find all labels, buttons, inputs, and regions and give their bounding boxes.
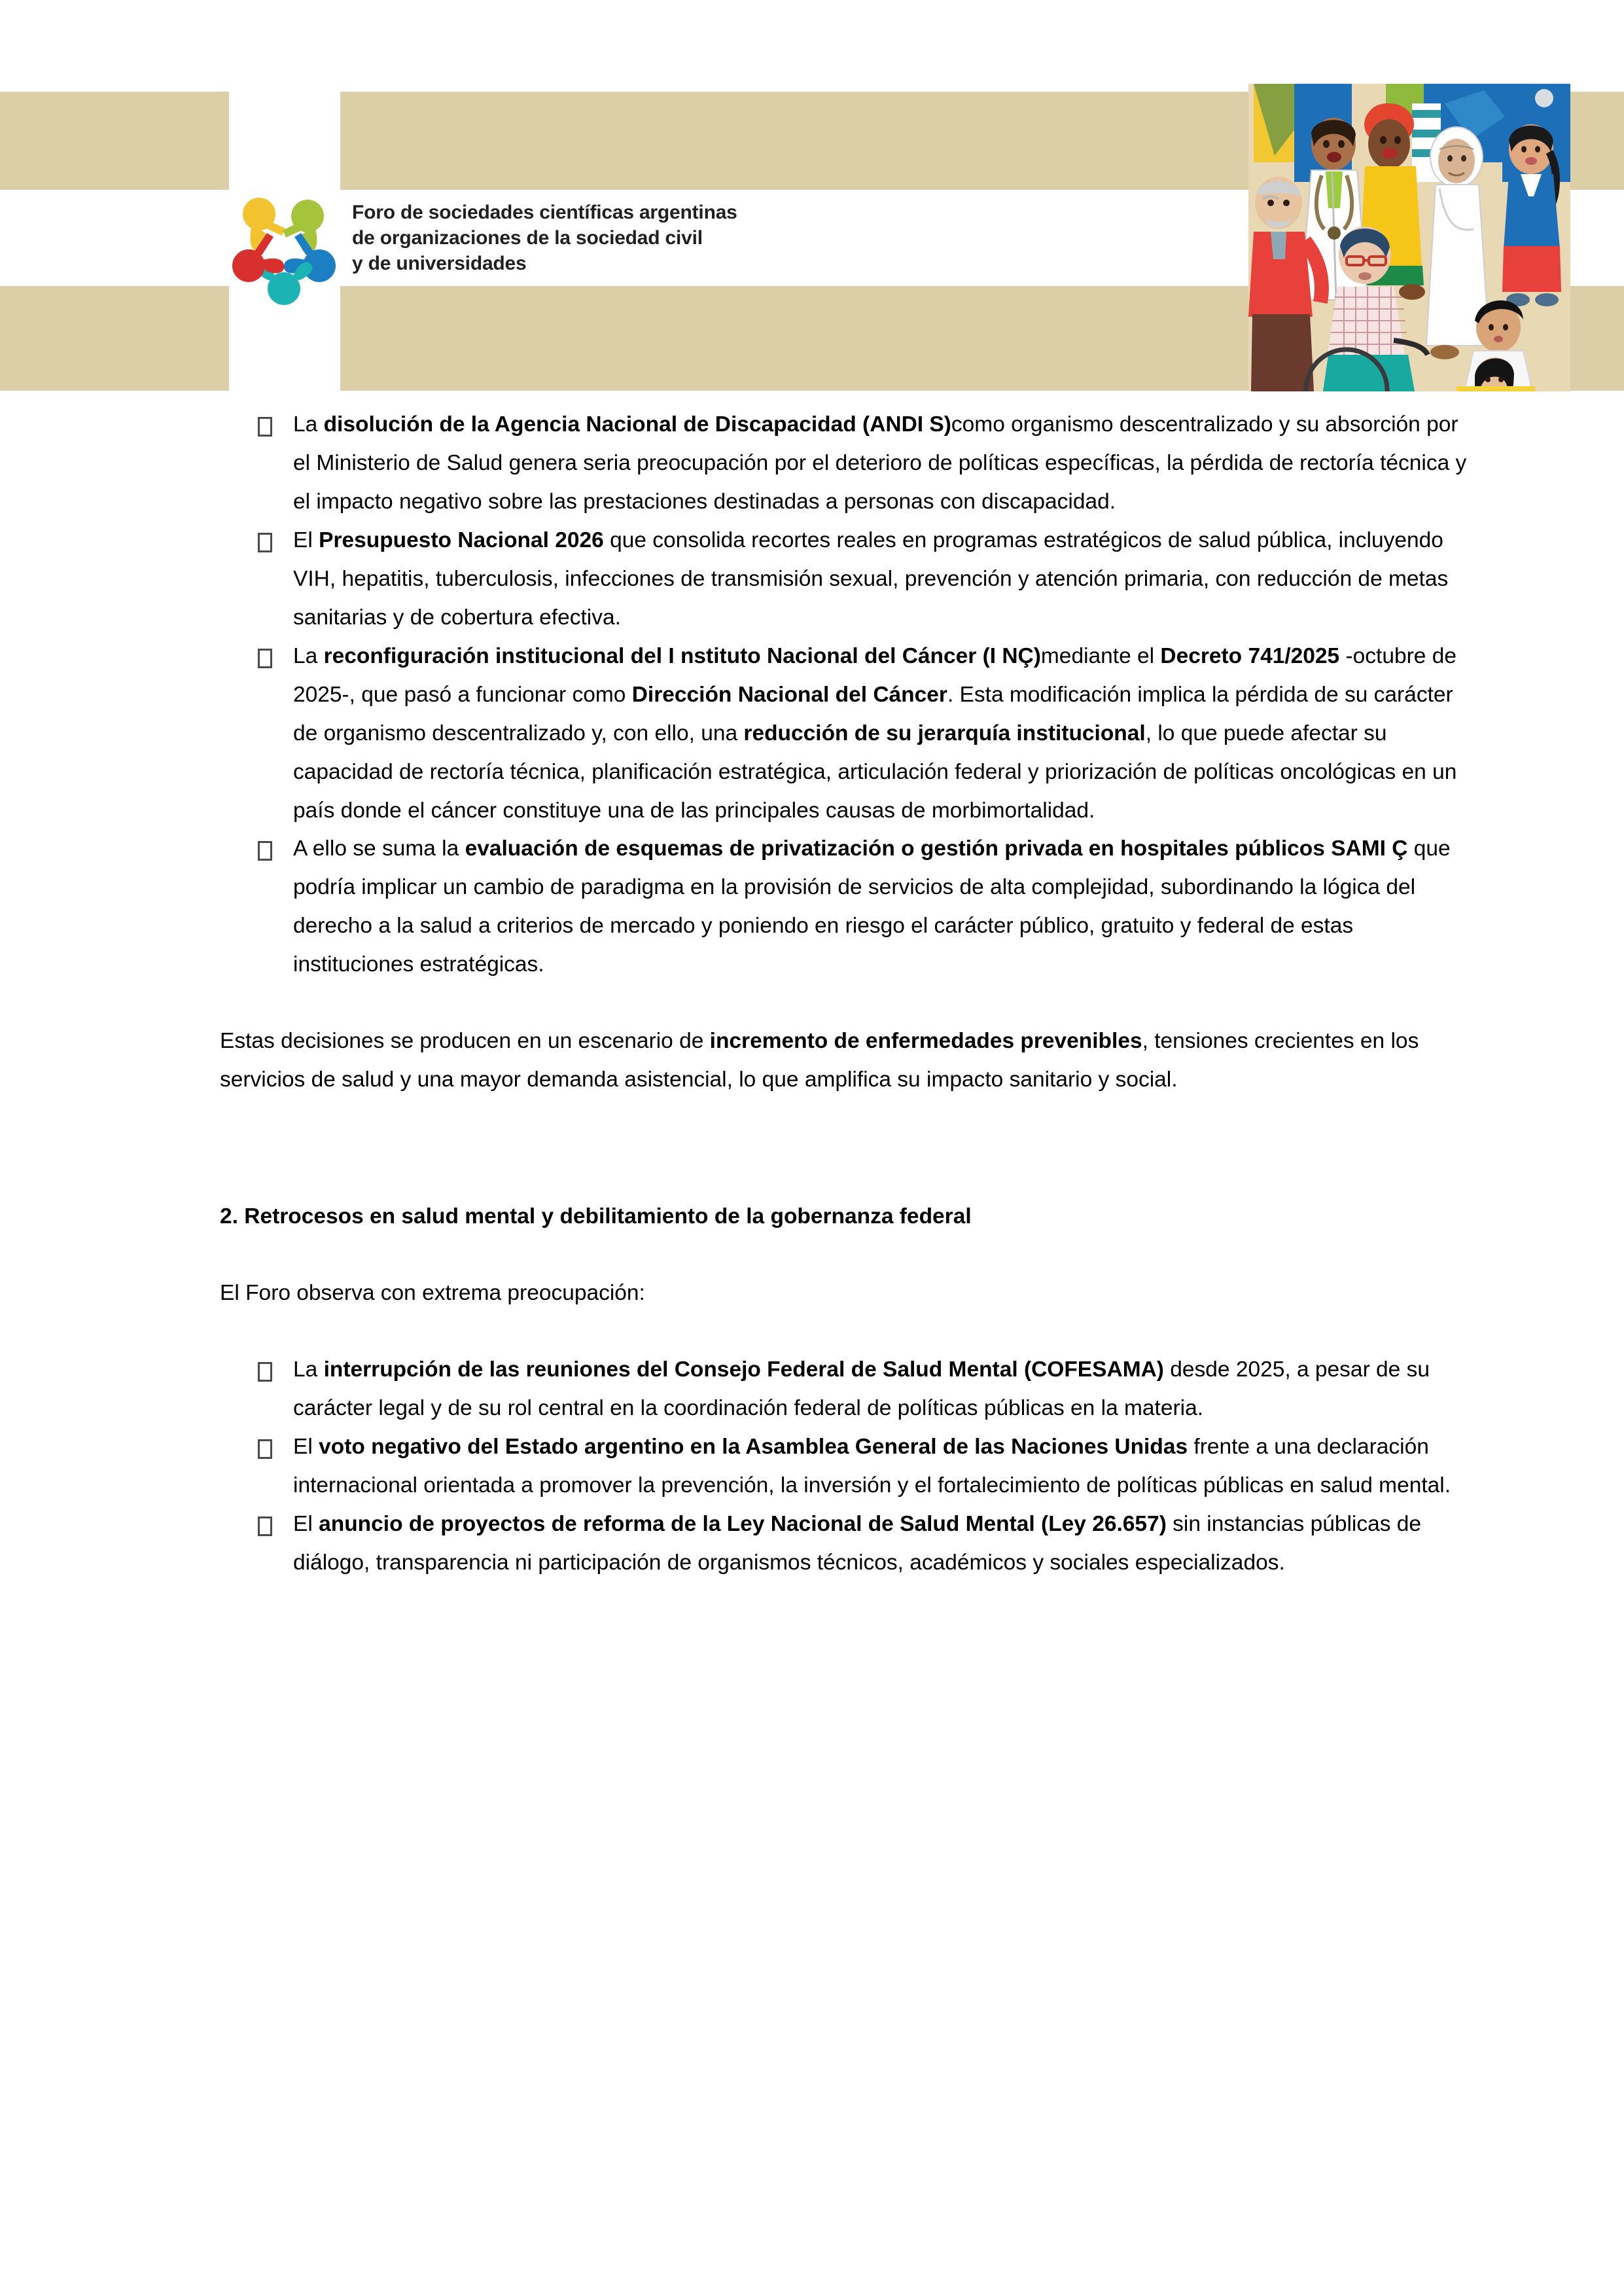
header-band-top-left [0, 92, 229, 190]
missing-glyph-bullet-icon [258, 1516, 272, 1536]
missing-glyph-bullet-icon [258, 649, 272, 668]
list-item [220, 406, 1476, 522]
section-2-intro: El Foro observa con extrema preocupación: [220, 1281, 645, 1306]
list-item [220, 830, 1476, 984]
bullet-text: La disolución de la Agencia Nacional de Discapacidad (ANDI S)como organismo descentralizado y su absorción por el Ministerio de Salud genera seria preocupación por el deterioro de políticas específicas, la pérdida de rectoría técnica y el impacto negativo sobre las prestaciones destinadas a personas con discapacidad. [293, 412, 1467, 514]
bullet-list-section-1 [220, 406, 1476, 984]
bullet-list-section-2 [220, 1351, 1476, 1583]
list-item [220, 1351, 1476, 1428]
list-item [220, 1505, 1476, 1583]
header-band-bottom-left [0, 286, 229, 391]
bullet-text: La reconfiguración institucional del I nstituto Nacional del Cáncer (I NÇ)mediante el Decreto 741/2025 -octubre de 2025-, que pasó a funcionar como Dirección Nacional del Cáncer. Esta modificación implica la pérdida de su carácter de organismo descentralizado y, con ello, una reducción de su jerarquía institucional, lo que puede afectar su capacidad de rectoría técnica, planificación estratégica, articulación federal y priorización de políticas oncológicas en un país donde el cáncer constituye una de las principales causas de morbimortalidad. [293, 643, 1457, 823]
logo-wordmark [352, 200, 941, 276]
paragraph-closing-section-1: Estas decisiones se producen en un escenario de incremento de enfermedades prevenibles, tensiones crecientes en los servicios de salud y una mayor demanda asistencial, lo que amplifica su impacto sanitario y social. [220, 1029, 1419, 1092]
missing-glyph-bullet-icon [258, 1362, 272, 1382]
missing-glyph-bullet-icon [258, 841, 272, 861]
missing-glyph-bullet-icon [258, 417, 272, 437]
foro-network-logo-icon [228, 194, 340, 309]
bullet-text: A ello se suma la evaluación de esquemas de privatización o gestión privada en hospitales públicos SAMI Ç que podría implicar un cambio de paradigma en la provisión de servicios de alta complejidad, subordinando la lógica del derecho a la salud a criterios de mercado y poniendo en riesgo el carácter público, gratuito y federal de estas instituciones estratégicas. [293, 836, 1451, 977]
document-header [0, 0, 1624, 406]
logo-line-1: Foro de sociedades científicas argentinas [352, 202, 737, 223]
bullet-text: El voto negativo del Estado argentino en la Asamblea General de las Naciones Unidas frente a una declaración internacional orientada a promover la prevención, la inversión y el fortalecimiento de políticas públicas en salud mental. [293, 1435, 1451, 1498]
bullet-text: El Presupuesto Nacional 2026 que consolida recortes reales en programas estratégicos de salud pública, incluyendo VIH, hepatitis, tuberculosis, infecciones de transmisión sexual, prevención y atención primaria, con reducción de metas sanitarias y de cobertura efectiva. [293, 528, 1449, 630]
document-body [0, 406, 1624, 1583]
bullet-text: La interrupción de las reuniones del Consejo Federal de Salud Mental (COFESAMA) desde 2025, a pesar de su carácter legal y de su rol central en la coordinación federal de políticas públicas en la materia. [293, 1357, 1430, 1421]
missing-glyph-bullet-icon [258, 533, 272, 552]
list-item [220, 637, 1476, 831]
list-item [220, 522, 1476, 637]
list-item [220, 1428, 1476, 1505]
logo-line-3: y de universidades [352, 253, 527, 274]
missing-glyph-bullet-icon [258, 1439, 272, 1459]
bullet-text: El anuncio de proyectos de reforma de la Ley Nacional de Salud Mental (Ley 26.657) sin instancias públicas de diálogo, transparencia ni participación de organismos técnicos, académicos y sociales especializados. [293, 1511, 1422, 1575]
diverse-people-illustration [1248, 84, 1570, 391]
section-2-heading: 2. Retrocesos en salud mental y debilitamiento de la gobernanza federal [220, 1204, 972, 1229]
logo-line-2: de organizaciones de la sociedad civil [352, 227, 703, 249]
